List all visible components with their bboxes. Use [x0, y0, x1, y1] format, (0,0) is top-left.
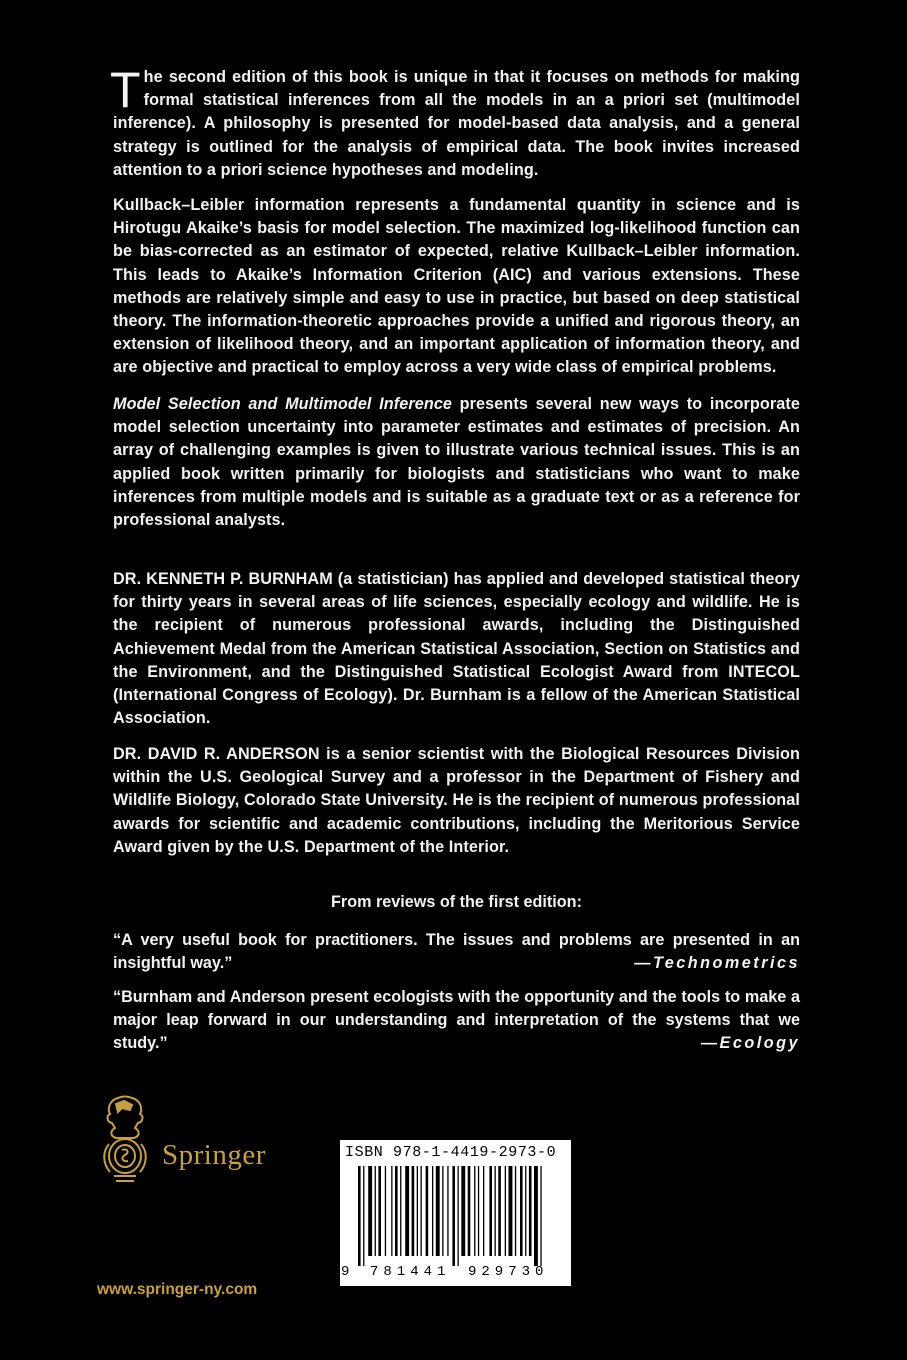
review-quote	[113, 929, 800, 975]
barcode-bar	[540, 1166, 541, 1266]
barcode-bar	[400, 1166, 401, 1256]
barcode-bar	[461, 1166, 465, 1256]
barcode-bar	[385, 1166, 386, 1256]
barcode-bar	[495, 1166, 496, 1256]
barcode-bar	[375, 1166, 376, 1256]
drop-cap: T	[110, 62, 141, 118]
barcode-bar	[489, 1166, 492, 1256]
barcode-bar	[515, 1166, 516, 1256]
description-paragraph-3-text: presents several new ways to incorporate model selection uncertainty into parameter estimates and estimates of precision. An array of challenging examples is given to illustrate various technical issues. This is an applied book written primarily for biologists and statisticians who want to make inferences from multiple models and is suitable as a graduate text or as a reference for professional analysts.	[113, 395, 800, 530]
barcode-bar	[442, 1166, 443, 1256]
barcode-bar	[520, 1166, 523, 1256]
barcode-bar	[452, 1166, 455, 1266]
barcode-bar	[363, 1166, 364, 1266]
barcode-bar	[395, 1166, 398, 1256]
barcode-bar	[474, 1166, 475, 1256]
barcode-bar	[417, 1166, 418, 1256]
barcode-bar	[525, 1166, 526, 1256]
barcode-bar	[483, 1166, 484, 1256]
barcode-bar	[458, 1166, 459, 1266]
barcode-bar	[534, 1166, 538, 1266]
barcode-bar	[432, 1166, 433, 1256]
publisher-name: Springer	[162, 1139, 266, 1171]
barcode-bar	[412, 1166, 415, 1256]
author-bio-burnham: DR. KENNETH P. BURNHAM (a statistician) has applied and developed statistical theory for thirty years in several areas of life sciences, especially ecology and wildlife. He is the recipient of numerous professional awards, including the Distinguished Achievement Medal from the American Statistical Association, Section on Statistics and the Environment, and the Distinguished Statistical Ecologist Award from INTECOL (International Congress of Ecology). Dr. Burnham is a fellow of the American Statistical Association.	[113, 570, 800, 728]
description-paragraph-3	[113, 393, 800, 532]
barcode-bar	[405, 1166, 409, 1256]
barcode-bar	[529, 1166, 532, 1256]
barcode-left-digits: 781441	[370, 1264, 451, 1280]
barcode-bar	[505, 1166, 506, 1256]
barcode-bar	[426, 1166, 429, 1256]
review-quote-text: “Burnham and Anderson present ecologists with the opportunity and the tools to make a major leap forward in our understanding and interpretation of the systems that we study.”	[113, 988, 800, 1053]
barcode-bar	[447, 1166, 448, 1256]
description-paragraph-2: Kullback–Leibler information represents a fundamental quantity in science and is Hirotugu Akaike’s basis for model selection. The maximized log-likelihood function can be bias-corrected as an estimator of expected, relative Kullback–Leibler information. This leads to Akaike’s Information Criterion (AIC) and various extensions. These methods are relatively simple and easy to use in practice, but based on deep statistical theory. The information-theoretic approaches provide a unified and rigorous theory, an extension of likelihood theory, and an important application of information theory, and are objective and practical to employ across a very wide class of empirical problems.	[113, 196, 800, 377]
barcode-bar	[358, 1166, 361, 1266]
barcode-bar	[391, 1166, 392, 1256]
publisher-website: www.springer-ny.com	[97, 1281, 258, 1298]
barcode	[348, 1166, 563, 1266]
barcode-bar	[368, 1166, 372, 1256]
barcode-bar	[436, 1166, 440, 1256]
description-paragraph-1-text: he second edition of this book is unique in that it focuses on methods for making formal statistical inferences from all the models in an a priori set (multimodel inference). A philosophy is presented for model-based data analysis, and a general strategy is outlined for the analysis of empirical data. The book invites increased attention to a priori science hypotheses and modeling.	[113, 68, 800, 179]
review-source: —Ecology	[700, 1034, 800, 1053]
isbn-number: ISBN 978-1-4419-2973-0	[345, 1144, 557, 1161]
author-bio-anderson: DR. DAVID R. ANDERSON is a senior scientist with the Biological Resources Division within the U.S. Geological Survey and a professor in the Department of Fishery and Wildlife Biology, Colorado State University. He is the recipient of numerous professional awards for scientific and academic contributions, including the Meritorious Service Award given by the U.S. Department of the Interior.	[113, 745, 800, 856]
barcode-bar	[468, 1166, 471, 1256]
barcode-lead-digit: 9	[341, 1264, 350, 1280]
review-quote	[113, 986, 800, 1056]
barcode-right-digits: 929730	[468, 1264, 549, 1280]
description-paragraph-1	[110, 62, 800, 182]
reviews-heading: From reviews of the first edition:	[331, 893, 582, 911]
review-quote-text: “A very useful book for practitioners. The issues and problems are presented in an insightful way.”	[113, 931, 800, 973]
isbn-barcode-label	[340, 1140, 571, 1286]
barcode-bar	[509, 1166, 513, 1256]
barcode-bar	[378, 1166, 381, 1256]
book-title-inline: Model Selection and Multimodel Inference	[113, 395, 453, 413]
review-source: —Technometrics	[634, 954, 800, 973]
barcode-bar	[421, 1166, 422, 1256]
barcode-bar	[498, 1166, 501, 1256]
barcode-bar	[478, 1166, 479, 1256]
